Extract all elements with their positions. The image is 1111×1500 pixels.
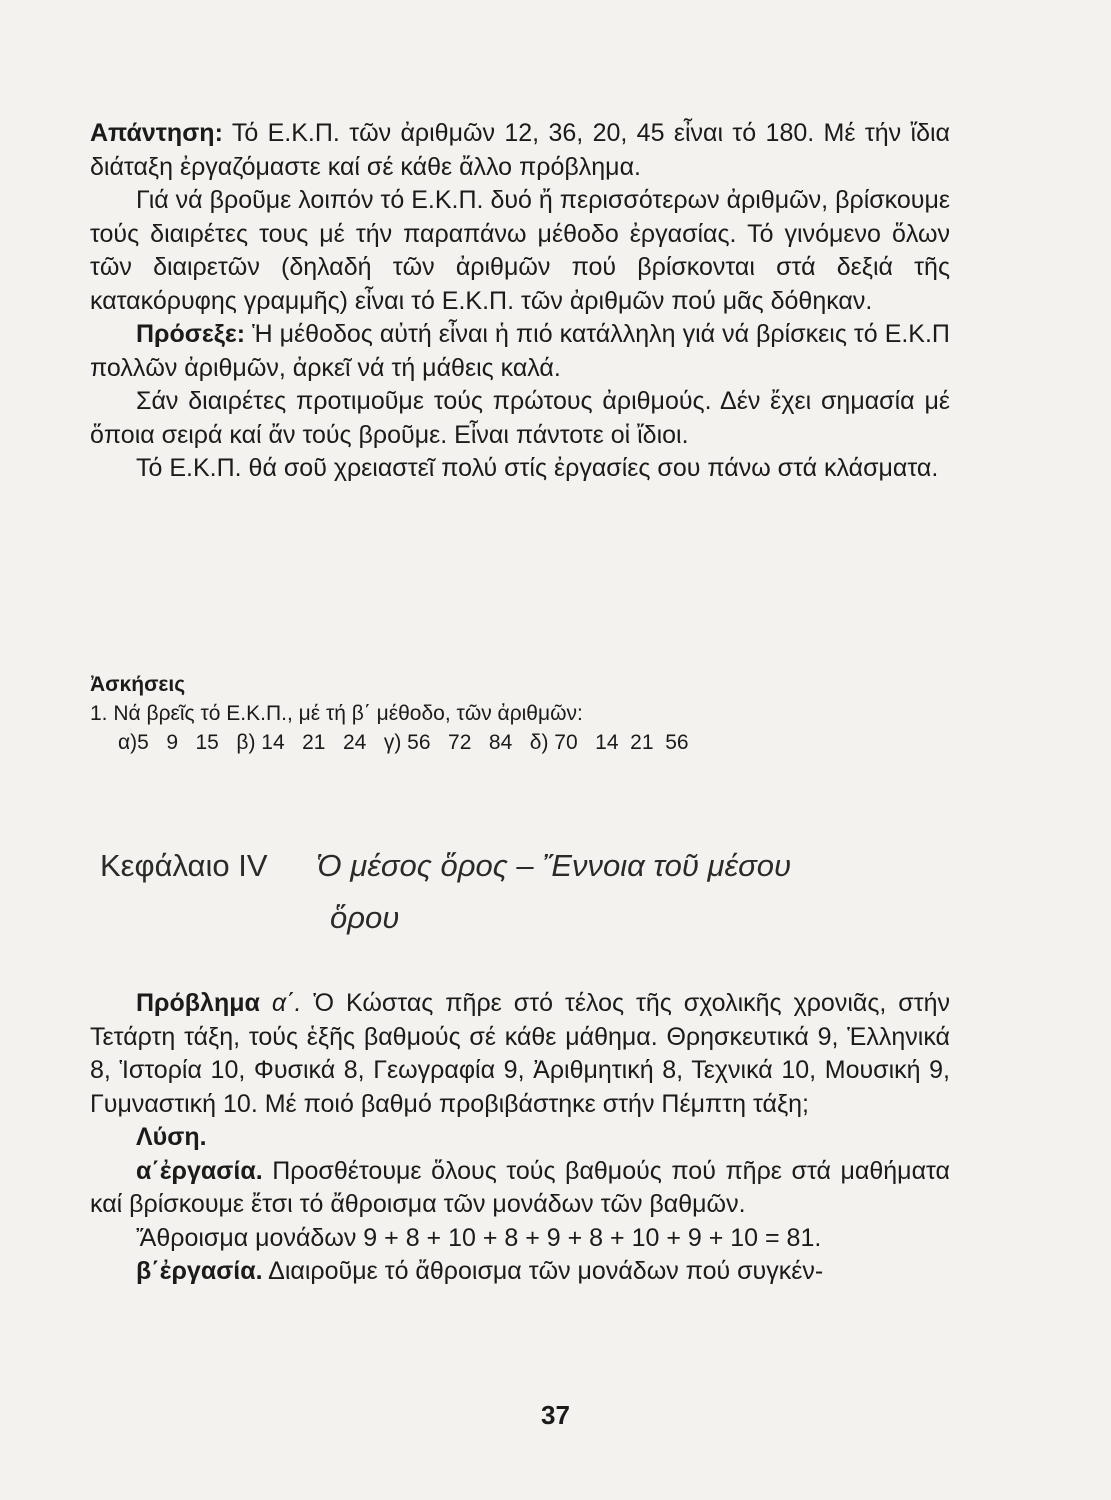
step-b-paragraph: [90, 1255, 950, 1289]
problem-block: [90, 987, 950, 1289]
problem-label: Πρόβλημα: [136, 989, 260, 1017]
answer-text: Τό Ε.Κ.Π. τῶν ἀριθμῶν 12, 36, 20, 45 εἶναι τό 180. Μέ τήν ἴδια διάταξη ἐργαζόμαστε καί σέ κάθε ἄλλο πρόβλημα.: [90, 119, 950, 181]
step-b-label: β΄ἐργασία.: [136, 1257, 263, 1285]
step-a-paragraph: [90, 1155, 950, 1222]
problem-paragraph: [90, 987, 950, 1121]
problem-label-suffix: α΄.: [271, 989, 302, 1017]
exercises-heading: Ἀσκήσεις: [90, 673, 186, 696]
top-text-block: [90, 117, 950, 486]
exercise-numbers-row: α)5 9 15 β) 14 21 24 γ) 56 72 84 δ) 70 14 21 56: [118, 731, 689, 754]
chapter-title-line2: ὅρου: [330, 900, 400, 935]
notice-label: Πρόσεξε:: [136, 320, 246, 348]
answer-label: Απάντηση:: [90, 119, 223, 147]
page-number: 37: [541, 1400, 570, 1430]
chapter-label: Κεφάλαιο IV: [100, 848, 268, 883]
notice-text: Ἡ μέθοδος αὐτή εἶναι ἡ πιό κατάλληλη γιά νά βρίσκεις τό Ε.Κ.Π πολλῶν ἀριθμῶν, ἀρκεῖ νά τή μάθεις καλά.: [90, 320, 950, 382]
chapter-title-line1: Ὁ μέσος ὅρος – Ἔννοια τοῦ μέσου: [316, 848, 792, 883]
step-a-text: Προσθέτουμε ὅλους τούς βαθμούς πού πῆρε στά μαθήματα καί βρίσκουμε ἔτσι τό ἄθροισμα τῶν μονάδων τῶν βαθμῶν.: [90, 1156, 950, 1218]
step-a-label: α΄ἐργασία.: [136, 1156, 263, 1185]
answer-paragraph: [90, 117, 950, 184]
divisors-paragraph: Σάν διαιρέτες προτιμοῦμε τούς πρώτους ἀριθμούς. Δέν ἔχει σημασία μέ ὅποια σειρά καί ἄν τούς βροῦμε. Εἶναι πάντοτε οἱ ἴδιοι.: [90, 387, 950, 449]
problem-text: Ὁ Κώστας πῆρε στό τέλος τῆς σχολικῆς χρονιᾶς, στήν Τετάρτη τάξη, τούς ἑξῆς βαθμούς σέ κάθε μάθημα. Θρησκευτικά 9, Ἑλληνικά 8, Ἱστορία 10, Φυσικά 8, Γεωγραφία 9, Ἀριθμητική 8, Τεχνικά 10, Μουσική 9, Γυμναστική 10. Μέ ποιό βαθμό προβιβάστηκε στήν Πέμπτη τάξη;: [90, 989, 950, 1118]
step-b-text: Διαιροῦμε τό ἄθροισμα τῶν μονάδων πού συγκέν-: [268, 1257, 824, 1285]
sum-line: Ἄθροισμα μονάδων 9 + 8 + 10 + 8 + 9 + 8 + 10 + 9 + 10 = 81.: [136, 1223, 822, 1252]
exercises-block: [90, 670, 950, 757]
chapter-heading: [100, 840, 980, 944]
solution-label: Λύση.: [136, 1123, 207, 1151]
exercise-item-1: 1. Νά βρεῖς τό Ε.Κ.Π., μέ τή β΄ μέθοδο, τῶν ἀριθμῶν:: [90, 702, 583, 725]
fractions-paragraph: Τό Ε.Κ.Π. θά σοῦ χρειαστεῖ πολύ στίς ἐργασίες σου πάνω στά κλάσματα.: [136, 454, 939, 482]
notice-paragraph: [90, 318, 950, 385]
method-paragraph: Γιά νά βροῦμε λοιπόν τό Ε.Κ.Π. δυό ἤ περισσότερων ἀριθμῶν, βρίσκουμε τούς διαιρέτες τους μέ τήν παραπάνω μέθοδο ἐργασίας. Τό γινόμενο ὅλων τῶν διαιρετῶν (δηλαδή τῶν ἀριθμῶν πού βρίσκονται στά δεξιά τῆς κατακόρυφης γραμμῆς) εἶναι τό Ε.Κ.Π. τῶν ἀριθμῶν πού μᾶς δόθηκαν.: [90, 186, 950, 315]
